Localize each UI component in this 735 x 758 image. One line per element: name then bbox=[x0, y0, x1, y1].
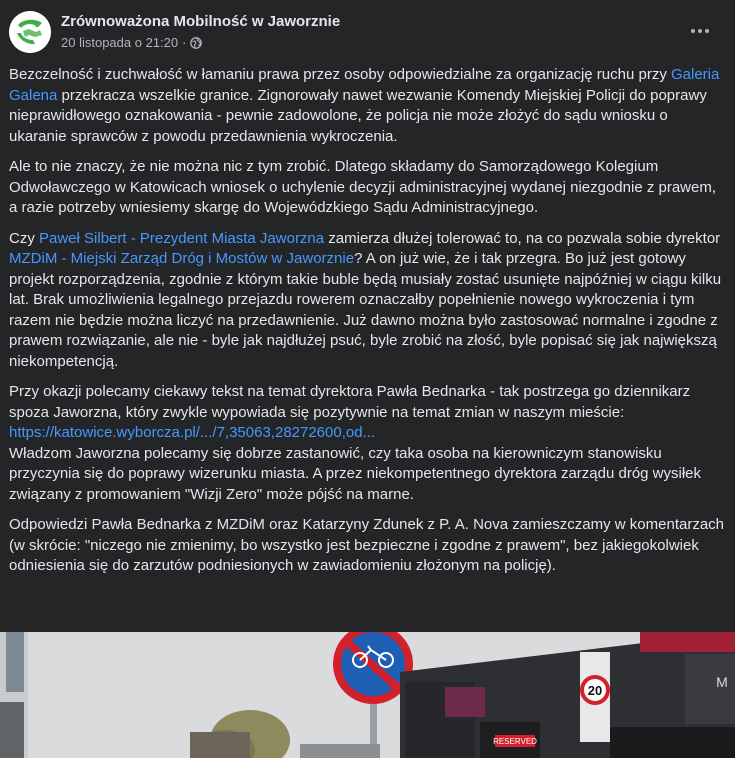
store-sign: RESERVED bbox=[493, 737, 537, 746]
more-dot bbox=[705, 29, 709, 33]
paragraph-4 bbox=[9, 382, 724, 505]
meta-separator: · bbox=[182, 35, 187, 50]
text-span: ? A on już wie, że i tak przegra. Bo już jest gotowy projekt rozporządzenia, zgodnie z którym takie buble będą musiały zostać usunięte najpóźniej w ciągu kilku lat. Brak umożliwienia legalnego przejazdu rowerem oznaczałby popełnienie nowego wykroczenia i tym razem nie będzie można liczyć na przedawnienie. Już dawno można było zastosować normalne i zgodne z prawem rozwiązanie, ale nie - byle jak najdłużej psuć, byle zrobić na złość, byle popisać się jak największą niekompetencją. bbox=[9, 250, 722, 370]
paragraph-5: Odpowiedzi Pawła Bednarka z MZDiM oraz Katarzyny Zdunek z P. A. Nova zamieszczamy w komentarzach (w skrócie: "niczego nie zmienimy, bo wszystko jest bezpieczne i zgodne z prawem", bez jakiegokolwiek odniesienia się do zarzutów podniesionych w zawiadomieniu złożonym na policję). bbox=[9, 516, 725, 574]
text-span: przekracza wszelkie granice. Zignorowały nawet wezwanie Komendy Miejskiej Policji do poprawy nieprawidłowego oznakowania - pewnie zadowolone, że policja nie może złożyć do sądu wniosku o ukaranie sprawców z powodu przedawnienia wykroczenia. bbox=[9, 86, 707, 145]
text-span: zamierza dłużej tolerować to, na co pozwala sobie dyrektor bbox=[324, 229, 721, 247]
speed-limit-sign: 20 bbox=[587, 683, 603, 698]
link-mzdim[interactable]: MZDiM - Miejski Zarząd Dróg i Mostów w Jaworznie bbox=[9, 250, 355, 267]
link-galeria-galena[interactable]: Galeria Galena bbox=[9, 66, 720, 104]
post-meta bbox=[61, 35, 202, 50]
paragraph-2: Ale to nie znaczy, że nie można nic z tym zrobić. Dlatego składamy do Samorządowego Kolegium Odwoławczego w Katowicach wniosek o uchylenie decyzji administracyjnej wydanej niezgodnie z prawem, a razie potrzeby wniesiemy skargę do Wojewódzkiego Sądu Administracyjnego. bbox=[9, 158, 717, 216]
text-span: Władzom Jaworzna polecamy się dobrze zastanowić, czy taka osoba na kierowniczym stanowisku przyczynia się do poprawy wizerunku miasta. A przez niekompetentnego dyrektora zarządu dróg wysiłek związany z promowaniem "Wizji Zero" może pójść na marne. bbox=[9, 444, 702, 503]
page-avatar[interactable] bbox=[9, 11, 51, 53]
link-prezydent[interactable]: Paweł Silbert - Prezydent Miasta Jaworzna bbox=[39, 229, 325, 247]
post-photo[interactable] bbox=[0, 632, 735, 758]
post-header bbox=[0, 0, 735, 62]
post-text bbox=[9, 65, 724, 587]
text-span: Przy okazji polecamy ciekawy tekst na temat dyrektora Pawła Bednarka - tak postrzega go dziennikarz spoza Jaworzna, który zwykle wypowiada się pozytywnie na temat zmian w naszym mieście: bbox=[9, 383, 691, 421]
text-span: Czy bbox=[9, 229, 39, 247]
paragraph-1 bbox=[9, 65, 724, 147]
post-timestamp[interactable]: 20 listopada o 21:20 bbox=[61, 35, 179, 50]
more-dot bbox=[698, 29, 702, 33]
street-photo bbox=[0, 632, 735, 758]
more-options-icon[interactable] bbox=[685, 16, 715, 46]
more-dot bbox=[691, 29, 695, 33]
page-name-link[interactable]: Zrównoważona Mobilność w Jaworznie bbox=[61, 13, 341, 30]
text-span: Bezczelność i zuchwałość w łamaniu prawa przez osoby odpowiedzialne za organizację ruchu przy bbox=[9, 66, 671, 83]
page-logo-icon bbox=[9, 11, 51, 53]
link-wyborcza[interactable]: https://katowice.wyborcza.pl/.../7,35063,28272600,od... bbox=[9, 424, 376, 441]
paragraph-3 bbox=[9, 229, 724, 373]
store-sign-partial: M bbox=[716, 674, 728, 690]
globe-icon[interactable] bbox=[190, 37, 202, 49]
